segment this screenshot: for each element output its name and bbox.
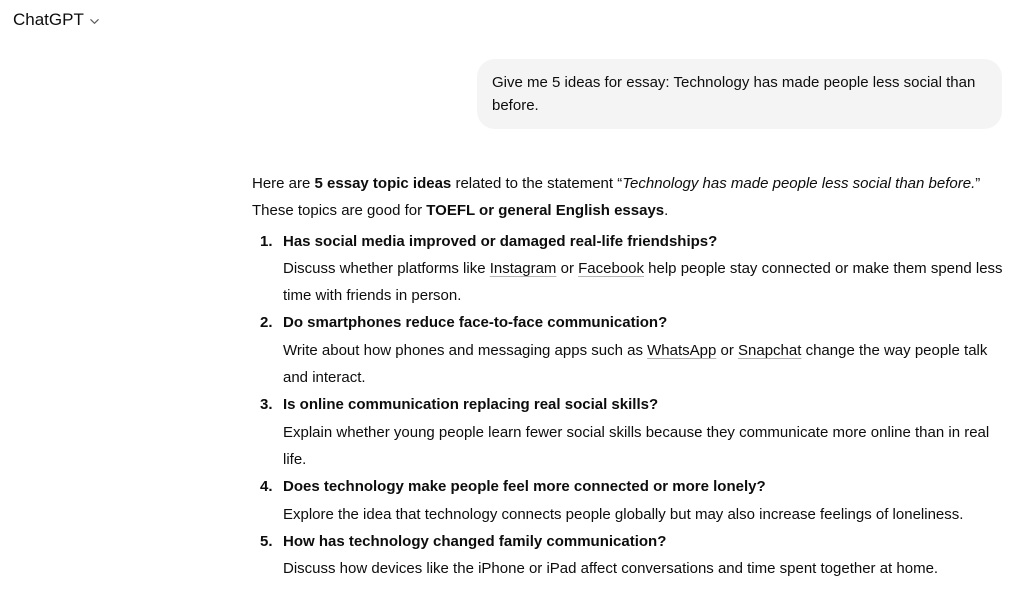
intro-paragraph	[252, 170, 1012, 197]
idea-question: How has technology changed family communication?	[283, 532, 667, 550]
idea-question: Is online communication replacing real social skills?	[283, 396, 659, 414]
facebook-link[interactable]: Facebook	[578, 259, 644, 277]
list-item	[252, 228, 1012, 310]
list-number: 2.	[260, 314, 273, 332]
list-item	[252, 473, 1012, 528]
intro-line-2	[252, 197, 1012, 224]
model-title: ChatGPT	[13, 10, 84, 29]
list-number: 5.	[260, 532, 273, 550]
line2-post: .	[664, 202, 669, 220]
assistant-response	[252, 170, 1012, 582]
chevron-down-icon	[89, 16, 100, 27]
idea-description	[283, 337, 1012, 392]
list-item	[252, 528, 1012, 583]
list-number: 1.	[260, 232, 273, 250]
desc-text: or	[556, 259, 579, 277]
intro-quote: Technology has made people less social than before.	[622, 175, 976, 192]
list-number: 3.	[260, 396, 273, 414]
desc-text: help people stay connected or make them spend less time with friends in person.	[283, 259, 1003, 305]
user-message-text: Give me 5 ideas for essay: Technology has made people less social than before.	[492, 74, 976, 114]
idea-question: Does technology make people feel more connected or more lonely?	[283, 478, 766, 496]
idea-description: Explain whether young people learn fewer social skills because they communicate more online than in real life.	[283, 423, 990, 468]
intro-text-mid: related to the statement “	[451, 175, 623, 192]
desc-text: change the way people talk and interact.	[283, 341, 988, 387]
intro-text-post: ”	[975, 175, 981, 192]
idea-description: Discuss how devices like the iPhone or iPad affect conversations and time spent together at home.	[283, 560, 939, 578]
desc-text: Write about how phones and messaging apps such as	[283, 341, 648, 359]
idea-question: Has social media improved or damaged real-life friendships?	[283, 232, 718, 250]
list-item	[252, 391, 1012, 473]
user-message-bubble	[477, 59, 1002, 129]
intro-bold: 5 essay topic ideas	[314, 175, 452, 192]
idea-description	[283, 255, 1012, 310]
idea-question: Do smartphones reduce face-to-face communication?	[283, 314, 668, 332]
whatsapp-link[interactable]: WhatsApp	[647, 341, 717, 359]
intro-text: Here are	[252, 175, 315, 192]
desc-text: or	[716, 341, 739, 359]
list-item	[252, 309, 1012, 391]
line2-bold: TOEFL or general English essays	[426, 202, 665, 220]
snapchat-link[interactable]: Snapchat	[738, 341, 802, 359]
ideas-list	[252, 228, 1012, 583]
line2-text: These topics are good for	[252, 202, 427, 220]
instagram-link[interactable]: Instagram	[489, 259, 557, 277]
model-selector[interactable]	[13, 10, 100, 30]
idea-description: Explore the idea that technology connects people globally but may also increase feelings of loneliness.	[283, 505, 964, 523]
desc-text: Discuss whether platforms like	[283, 259, 490, 277]
list-number: 4.	[260, 478, 273, 496]
